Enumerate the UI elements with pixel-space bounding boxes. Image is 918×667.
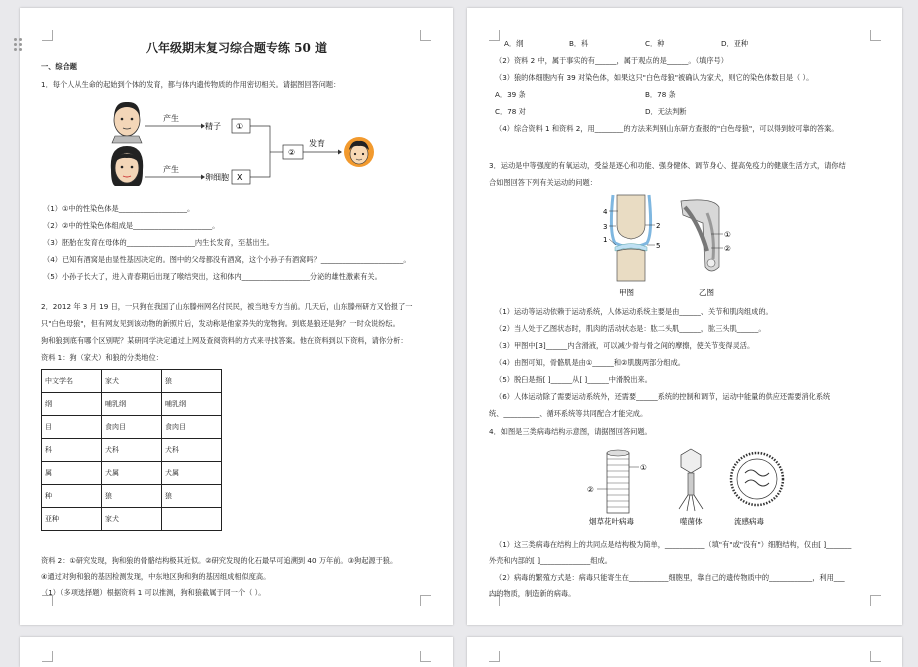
question-line: （4）由图可知，骨骼肌是由①______和②肌腹两部分组成。 [495, 358, 685, 367]
virus-caption: 烟草花叶病毒 [589, 517, 634, 525]
virus-caption: 噬菌体 [680, 517, 703, 525]
question-line: （5）小孙子长大了，进入青春期后出现了喉结突出，这和体内___________________分泌的雄性激素有关。 [43, 272, 382, 281]
question-stem: 4．如图是三类病毒结构示意图，请据图回答问题。 [489, 427, 652, 436]
option: B．科 [569, 39, 589, 48]
bacteriophage-figure [679, 449, 703, 511]
question-line: （4）已知有酒窝是由显性基因决定的。图中的父母都没有酒窝，这个小孙子有酒窝吗？_______________________。 [43, 255, 411, 264]
knee-joint-figure [611, 195, 650, 281]
produce-label: 产生 [163, 165, 179, 174]
option: A．39 条 [495, 90, 526, 99]
label-circle-2: ② [724, 244, 731, 253]
question-line: （6）人体运动除了需要运动系统外，还需要______系统的控制和调节，运动中能量的供应还需要消化系统 [495, 392, 831, 401]
father-icon [112, 102, 142, 143]
question-line: （2）当人处于乙图状态时，肌肉的活动状态是：肱二头肌______，肱三头肌______。 [495, 324, 766, 333]
document-page-2 [467, 8, 902, 625]
margin-mark [489, 30, 500, 41]
influenza-virus-figure [731, 453, 783, 505]
margin-mark [420, 651, 431, 662]
option: D．亚种 [721, 39, 749, 48]
question-line: 外壳和内部的[ ]______________组成。 [489, 556, 612, 565]
question-stem: 资料 1：狗（家犬）和狼的分类地位： [41, 353, 163, 362]
question-line: 统、__________、循环系统等共同配合才能完成。 [489, 409, 648, 418]
svg-text:①: ① [236, 122, 244, 131]
develop-label: 发育 [309, 139, 325, 148]
label-1: 1 [603, 236, 608, 244]
mother-icon [111, 146, 143, 186]
tobacco-mosaic-virus-figure [607, 450, 629, 513]
classification-table [41, 369, 222, 531]
document-page-3 [20, 637, 453, 667]
question-stem: 狗和狼到底有哪个区别呢？某研同学决定通过上网及查阅资料的方式来寻找答案。他在资料到以下资料，请你分析： [41, 336, 408, 345]
produce-label: 产生 [163, 114, 179, 123]
label-4: 4 [603, 208, 608, 216]
svg-text:X: X [237, 173, 243, 182]
question-stem: 只"白色母狼"，但有网友见到该动物的新照片后，发动称是他家养失的宠物狗。到底是狼还是狗？一时众说纷纭。 [41, 319, 400, 328]
option: C．78 对 [495, 107, 526, 116]
question-line: （2）资料 2 中，属于事实的有______，属于观点的是______。（填序号） [495, 56, 728, 65]
question-stem: 合如图回答下列有关运动的问题： [489, 178, 597, 187]
question-line: （1）①中的性染色体是___________________。 [43, 204, 195, 213]
margin-mark [42, 651, 53, 662]
question-line: （3）甲图中[3]______内含滑液，可以减少骨与骨之间的摩擦，使关节变得灵活。 [495, 341, 755, 350]
question-line: 资料 2：①研究发现，狗和狼的骨骼结构极其近似。②研究发现的化石最早可追溯到 40 万年前。③狗起源于狼。 [41, 556, 398, 565]
margin-mark [870, 30, 881, 41]
table-row: 科 犬科 犬科 [42, 439, 222, 462]
table-row: 中文学名 家犬 狼 [42, 370, 222, 393]
label-3: 3 [603, 223, 608, 231]
option: D．无法判断 [645, 107, 687, 116]
question-line: （2）病毒的繁殖方式是：病毒只能寄生在___________细胞里，靠自己的遗传物质中的____________，利用___ [495, 573, 845, 582]
document-page-4 [467, 637, 902, 667]
child-icon [344, 137, 374, 167]
question-line: （1）（多项选择题）根据资料 1 可以推测，狗和狼截属于同一个（ ）。 [41, 588, 266, 597]
question-line: （1）这三类病毒在结构上的共同点是结构极为简单，___________（填"有"或"没有"）细胞结构，仅由[ ]_______ [495, 540, 852, 549]
page-title: 八年级期末复习综合题专练 50 道 [145, 41, 328, 55]
option: A．纲 [504, 39, 524, 48]
sperm-label: 精子 [205, 122, 221, 131]
egg-label: 卵细胞 [205, 173, 229, 182]
label-circle-1: ① [640, 463, 647, 472]
option: C．种 [645, 39, 665, 48]
label-2: 2 [656, 222, 661, 230]
question-line: （3）胚胎在发育在母体的___________________内生长发育，至基出生。 [43, 238, 274, 247]
margin-mark [870, 651, 881, 662]
question-line: 内的物质，制造新的病毒。 [489, 589, 576, 598]
question-line: （1）运动等运动依赖于运动系统，人体运动系统主要是由______、关节和肌肉组成的。 [495, 307, 773, 316]
heredity-diagram [105, 96, 375, 204]
question-line: （3）狼的体细胞内有 39 对染色体，如果这只"白色母狼"被确认为家犬，则它的染色体数目是（ ）。 [495, 73, 814, 82]
label-circle-2: ② [587, 485, 594, 494]
question-line: （2）②中的性染色体组成是______________________。 [43, 221, 220, 230]
table-row: 种 狼 狼 [42, 485, 222, 508]
question-line: ④通过对狗和狼的基因检测发现，中东地区狗和狗的基因组成相似度高。 [41, 572, 271, 581]
question-stem: 3．运动是中等强度的有氧运动，受益是逐心和功能、强身健体、调节身心、提高免疫力的健康生活方式，请你结 [489, 161, 846, 170]
option: B．78 条 [645, 90, 676, 99]
margin-mark [489, 651, 500, 662]
arm-figure [681, 200, 719, 271]
figure-caption-yi: 乙图 [699, 288, 714, 297]
question-line: （4）综合资料 1 和资料 2，用________的方法来判别山东研方查报的"白色母狼"，可以得到较可靠的答案。 [495, 124, 839, 133]
label-5: 5 [656, 242, 661, 250]
question-line: （5）脱臼是指[ ]______从[ ]______中滑脱出来。 [495, 375, 652, 384]
virus-diagram [587, 445, 807, 525]
section-heading: 一、综合题 [41, 62, 77, 71]
virus-caption: 流感病毒 [734, 517, 764, 525]
table-row: 纲 哺乳纲 哺乳纲 [42, 393, 222, 416]
question-stem: 2．2012 年 3 月 19 日，一只狗在我国了山东滕州网名付民民，被当地专方当前。几天后，山东滕州研方又恰报了一 [41, 302, 413, 311]
table-row: 属 犬属 犬属 [42, 462, 222, 485]
label-circle-1: ① [724, 230, 731, 239]
figure-caption-jia: 甲图 [619, 288, 634, 297]
question-stem: 1．每个人从生命的起始到个体的发育，都与体内遗传物质的作用密切相关。请据图回答问题： [41, 80, 341, 89]
document-page-1 [20, 8, 453, 625]
table-row: 目 食肉目 食肉目 [42, 416, 222, 439]
table-row: 亚种 家犬 [42, 508, 222, 531]
drag-handle-icon[interactable] [14, 38, 24, 52]
joint-diagram [603, 193, 743, 298]
svg-text:②: ② [288, 148, 296, 157]
margin-mark [420, 595, 431, 606]
margin-mark [870, 595, 881, 606]
